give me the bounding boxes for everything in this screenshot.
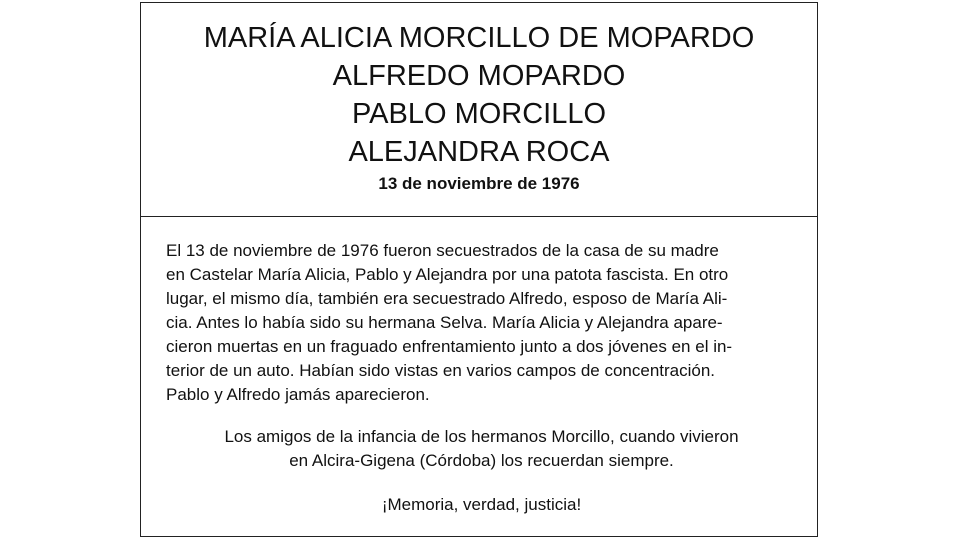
name-line: ALEJANDRA ROCA (348, 136, 610, 168)
friends-paragraph (166, 425, 797, 473)
friends-line: Los amigos de la infancia de los hermanos Morcillo, cuando vivieron (224, 427, 739, 446)
story-line: en Castelar María Alicia, Pablo y Alejandra por una patota fascista. En otro (166, 265, 729, 284)
name-line: ALFREDO MOPARDO (332, 60, 626, 92)
story-line: cieron muertas en un fraguado enfrentamiento junto a dos jóvenes en el in- (166, 337, 733, 356)
story-line: terior de un auto. Habían sido vistas en varios campos de concentración. (166, 361, 716, 380)
memorial-notice (140, 2, 818, 537)
story-line: cia. Antes lo había sido su hermana Selva. María Alicia y Alejandra apare- (166, 313, 723, 332)
names-list (141, 19, 817, 171)
disappearance-date: 13 de noviembre de 1976 (378, 174, 580, 193)
story-paragraph (166, 239, 797, 407)
name-line: PABLO MORCILLO (351, 98, 607, 130)
story-line: lugar, el mismo día, también era secuestrado Alfredo, esposo de María Ali- (166, 289, 728, 308)
friends-line: en Alcira-Gigena (Córdoba) los recuerdan siempre. (289, 451, 674, 470)
motto-line: ¡Memoria, verdad, justicia! (381, 495, 582, 514)
story-line: Pablo y Alfredo jamás aparecieron. (166, 385, 430, 404)
notice-body (166, 239, 797, 514)
notice-header (141, 3, 817, 217)
story-line: El 13 de noviembre de 1976 fueron secuestrados de la casa de su madre (166, 241, 719, 260)
name-line: MARÍA ALICIA MORCILLO DE MOPARDO (203, 22, 755, 54)
